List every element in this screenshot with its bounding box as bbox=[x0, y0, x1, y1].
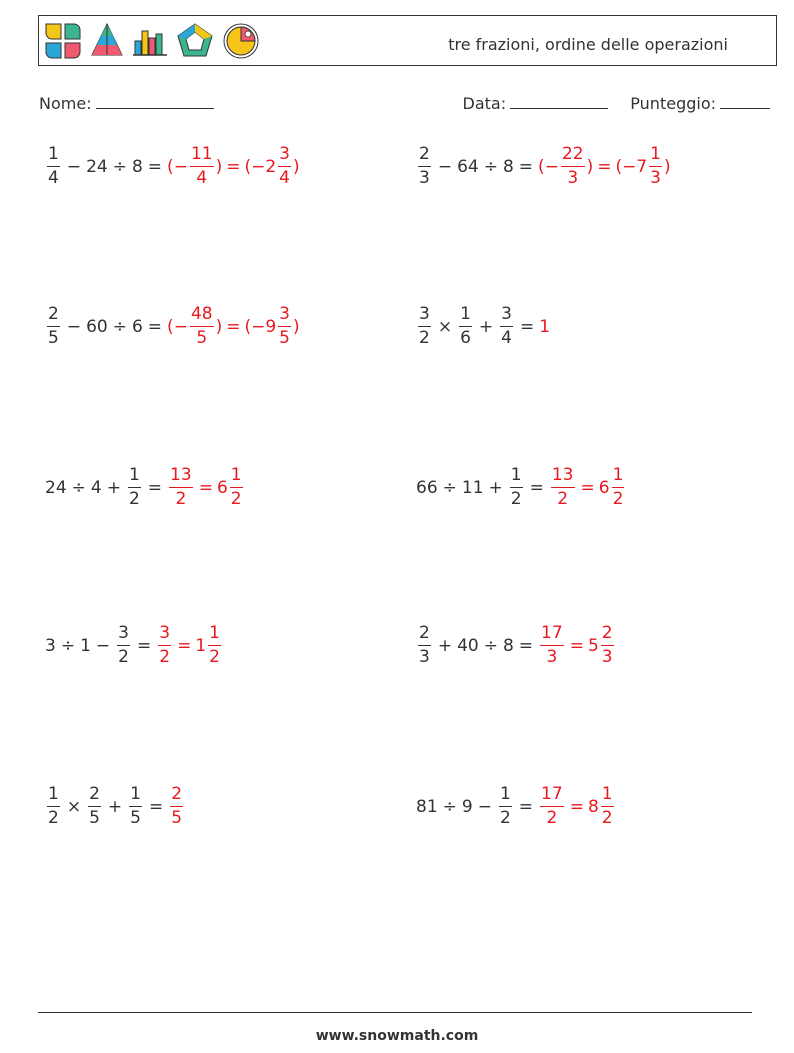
problem-7: 3 ÷ 1 − $\frac{3}{2}$ = $\frac{3}{2}$ = 1 $\frac{1}{2}$ bbox=[45, 625, 223, 666]
fraction: $\frac{3}{2}$ bbox=[419, 304, 430, 348]
footer-url[interactable]: www.snowmath.com bbox=[315, 1028, 479, 1044]
logo-strip bbox=[43, 21, 261, 61]
fraction: $\frac{1}{4}$ bbox=[48, 144, 59, 188]
problem-6: 66 ÷ 11 + $\frac{1}{2}$ = $\frac{13}{2}$ = 6 $\frac{1}{2}$ bbox=[416, 467, 626, 508]
fraction: $\frac{2}{3}$ bbox=[419, 144, 430, 188]
date-label: Data: bbox=[462, 94, 507, 113]
answer: $\frac{13}{2}$ = 6 $\frac{1}{2}$ bbox=[551, 465, 624, 509]
answer: $\frac{17}{2}$ = 8 $\frac{1}{2}$ bbox=[541, 784, 613, 828]
pie-chart-icon bbox=[221, 21, 261, 61]
problem-3: $\frac{2}{5}$ − 60 ÷ 6 = ( − $\frac{48}{5}$ ) = ( −9 $\frac{3}{5}$ ) bbox=[48, 304, 300, 348]
pyramid-icon bbox=[89, 21, 125, 61]
score-blank[interactable] bbox=[720, 94, 770, 109]
answer: $\frac{2}{5}$ bbox=[171, 784, 183, 828]
problem-1: $\frac{1}{4}$ − 24 ÷ 8 = ( − $\frac{11}{4}$ ) = ( −2 $\frac{3}{4}$ ) bbox=[48, 144, 300, 188]
fraction-cards-icon bbox=[43, 21, 83, 61]
problem-9: $\frac{1}{2}$ × $\frac{2}{5}$ + $\frac{1}{5}$ = $\frac{2}{5}$ bbox=[45, 786, 185, 827]
problem-2: $\frac{2}{3}$ − 64 ÷ 8 = ( − $\frac{22}{3}$ ) = ( −7 $\frac{1}{3}$ ) bbox=[419, 144, 671, 188]
score-label: Punteggio: bbox=[630, 94, 716, 113]
name-label: Nome: bbox=[39, 94, 92, 113]
pentagon-icon bbox=[175, 21, 215, 61]
bar-chart-icon bbox=[131, 21, 169, 61]
problem-10: 81 ÷ 9 − $\frac{1}{2}$ = $\frac{17}{2}$ = 8 $\frac{1}{2}$ bbox=[416, 786, 616, 827]
answer: ( − $\frac{48}{5}$ ) = ( −9 $\frac{3}{5}$ ) bbox=[167, 304, 300, 348]
fraction: $\frac{2}{5}$ bbox=[48, 304, 59, 348]
answer: $\frac{13}{2}$ = 6 $\frac{1}{2}$ bbox=[170, 465, 242, 509]
name-blank[interactable] bbox=[96, 94, 214, 109]
name-field bbox=[39, 94, 214, 113]
answer: $\frac{17}{3}$ = 5 $\frac{2}{3}$ bbox=[541, 623, 613, 667]
answer: ( − $\frac{22}{3}$ ) = ( −7 $\frac{1}{3}$ ) bbox=[538, 144, 671, 188]
answer: ( − $\frac{11}{4}$ ) = ( −2 $\frac{3}{4}$ ) bbox=[167, 144, 300, 188]
problem-8: $\frac{2}{3}$ + 40 ÷ 8 = $\frac{17}{3}$ = 5 $\frac{2}{3}$ bbox=[416, 625, 616, 666]
date-score-fields bbox=[463, 94, 770, 113]
problem-5: 24 ÷ 4 + $\frac{1}{2}$ = $\frac{13}{2}$ = 6 $\frac{1}{2}$ bbox=[45, 467, 245, 508]
answer: $\frac{3}{2}$ = 1 $\frac{1}{2}$ bbox=[159, 623, 220, 667]
date-blank[interactable] bbox=[510, 94, 608, 109]
footer-divider bbox=[38, 1012, 752, 1013]
problem-4: $\frac{3}{2}$ × $\frac{1}{6}$ + $\frac{3}{4}$ = 1 bbox=[419, 304, 551, 348]
worksheet-title: tre frazioni, ordine delle operazioni bbox=[448, 35, 728, 54]
header-box bbox=[38, 15, 777, 66]
answer: 1 bbox=[539, 316, 551, 337]
